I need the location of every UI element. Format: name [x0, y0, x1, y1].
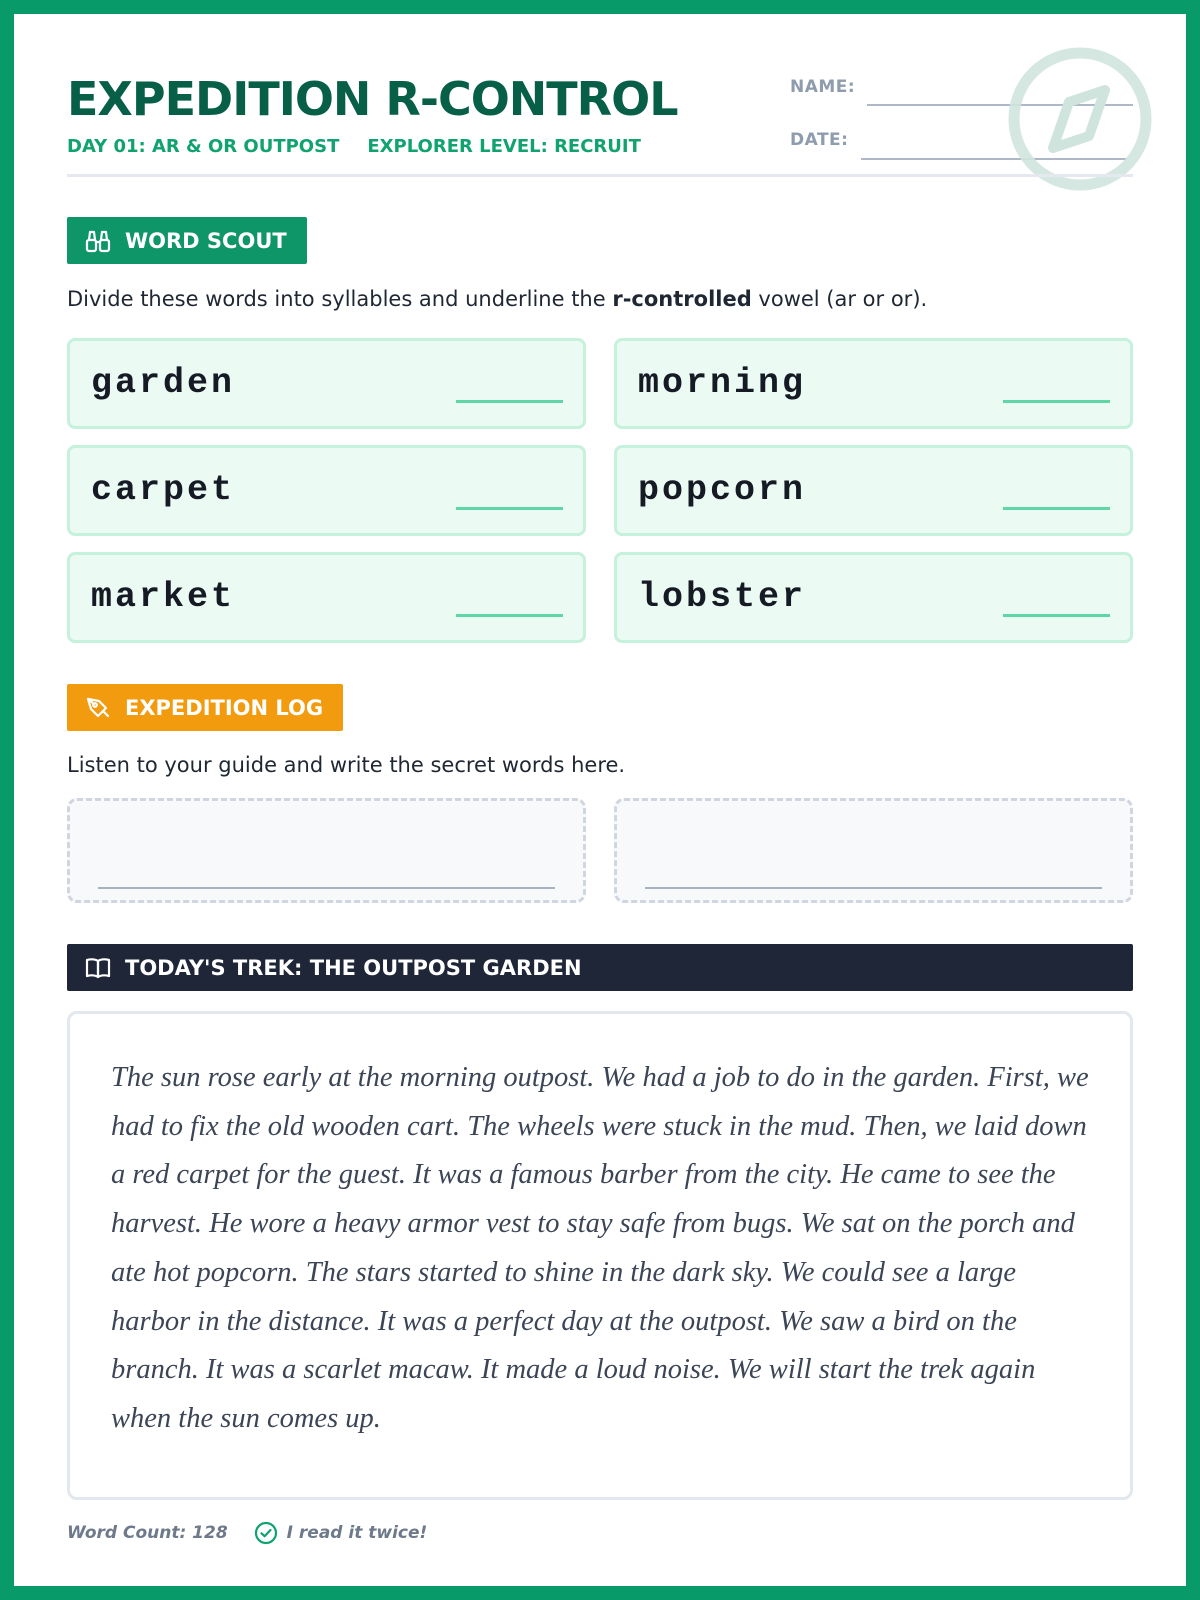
word-card-popcorn	[614, 445, 1133, 536]
explorer-level-label: EXPLORER LEVEL: RECRUIT	[367, 136, 641, 157]
day-label: DAY 01: AR & OR OUTPOST	[67, 136, 340, 157]
word-card-carpet	[67, 445, 586, 536]
trek-label: TODAY'S TREK: THE OUTPOST GARDEN	[125, 955, 582, 980]
trek-heading	[67, 944, 1133, 991]
reading-passage: The sun rose early at the morning outpost. We had a job to do in the garden. First, we had to fix the old wooden cart. The wheels were stuck in the mud. Then, we laid down a red carpet for the guest. It was a famous barber from the city. He came to see the harvest. He wore a heavy armor vest to stay safe from bugs. We sat on the porch and ate hot popcorn. The stars started to shine in the dark sky. We could see a large harbor in the distance. It was a perfect day at the outpost. We saw a bird on the branch. It was a scarlet macaw. It made a loud noise. We will start the trek again when the sun comes up.	[111, 1062, 1089, 1434]
expedition-log-label: EXPEDITION LOG	[125, 695, 324, 720]
word-card-market	[67, 552, 586, 643]
word-scout-instruction	[67, 287, 927, 311]
answer-line[interactable]	[1003, 507, 1110, 510]
reading-passage-box	[67, 1011, 1133, 1500]
check-circle-icon[interactable]	[254, 1521, 278, 1545]
answer-line[interactable]	[456, 614, 563, 617]
word-text: lobster	[638, 577, 807, 617]
answer-line[interactable]	[456, 400, 563, 403]
book-icon	[85, 957, 111, 979]
word-card-morning	[614, 338, 1133, 429]
answer-line[interactable]	[456, 507, 563, 510]
word-card-garden	[67, 338, 586, 429]
subtitle-row	[67, 136, 641, 157]
word-text: morning	[638, 363, 807, 403]
instruction-text-end: vowel (ar or or).	[751, 287, 928, 311]
dictation-box-2[interactable]	[614, 798, 1133, 903]
expedition-log-instruction: Listen to your guide and write the secret words here.	[67, 753, 626, 777]
date-label: DATE:	[790, 130, 849, 150]
instruction-text: Divide these words into syllables and underline the	[67, 287, 613, 311]
answer-line[interactable]	[1003, 614, 1110, 617]
compass-icon	[1005, 44, 1155, 194]
word-text: popcorn	[638, 470, 807, 510]
binoculars-icon	[85, 229, 111, 253]
expedition-log-heading	[67, 684, 343, 731]
instruction-emphasis: r-controlled	[612, 287, 752, 311]
word-text: carpet	[91, 470, 236, 510]
read-twice-label: I read it twice!	[286, 1523, 428, 1543]
page-title: EXPEDITION R-CONTROL	[67, 72, 678, 126]
footer	[67, 1521, 427, 1545]
word-scout-heading	[67, 217, 307, 264]
header-divider	[67, 174, 1133, 177]
writing-line	[98, 887, 555, 889]
word-count: Word Count: 128	[67, 1523, 228, 1543]
read-twice-check[interactable]	[254, 1521, 428, 1545]
word-scout-label: WORD SCOUT	[125, 228, 287, 253]
word-text: market	[91, 577, 236, 617]
name-label: NAME:	[790, 77, 856, 97]
writing-line	[645, 887, 1102, 889]
dictation-box-1[interactable]	[67, 798, 586, 903]
word-text: garden	[91, 363, 236, 403]
pen-icon	[85, 695, 111, 721]
answer-line[interactable]	[1003, 400, 1110, 403]
word-card-lobster	[614, 552, 1133, 643]
